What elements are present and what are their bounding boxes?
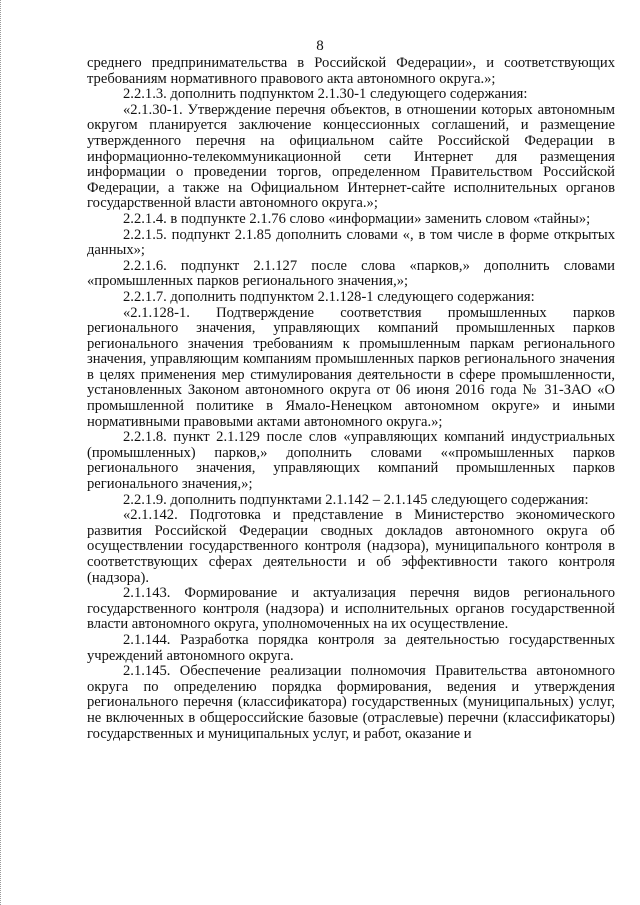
document-body [87,56,615,742]
paragraph: «2.1.128-1. Подтверждение соответствия промышленных парков регионального значения, управляющих компаний промышленных парков регионального значения требованиям к промышленным паркам регионального значения, управляющим компаниям промышленных парков регионального значения в целях применения мер стимулирования деятельности в сфере промышленности, установленных Законом автономного округа от 06 июня 2016 года № 31-ЗАО «О промышленной политике в Ямало-Ненецком автономном округе» и иными нормативными правовыми актами автономного округа.»; [87,304,615,430]
paragraph: «2.1.30-1. Утверждение перечня объектов, в отношении которых автономным округом планируется заключение концессионных соглашений, и размещение утвержденного перечня на официальном сайте Российской Федерации в информационно-телекоммуникационной сети Интернет для размещения информации о проведении торгов, определенном Правительством Российской Федерации, а также на Официальном Интернет-сайте исполнительных органов государственной власти автономного округа.»; [87,101,615,212]
paragraph: 2.1.143. Формирование и актуализация перечня видов регионального государственного контроля (надзора) и исполнительных органов государственной власти автономного округа, уполномоченных на их осуществление. [87,585,615,633]
paragraph: 2.2.1.7. дополнить подпунктом 2.1.128-1 следующего содержания: [123,288,535,305]
page-number: 8 [316,38,324,54]
paragraph: 2.1.145. Обеспечение реализации полномочия Правительства автономного округа по определению порядка формирования, ведения и утверждения регионального перечня (классификатора) государственных (муниципальных) услуг, не включенных в общероссийские базовые (отраслевые) перечни (классификаторы) государственных и муниципальных услуг, и работ, оказание и [87,663,615,742]
paragraph: 2.2.1.3. дополнить подпунктом 2.1.30-1 следующего содержания: [123,86,528,103]
paragraph: 2.2.1.5. подпункт 2.1.85 дополнить словами «, в том числе в форме открытых данных»; [87,226,615,259]
paragraph: 2.2.1.6. подпункт 2.1.127 после слова «парков,» дополнить словами «промышленных парков регионального значения,»; [87,257,615,290]
paragraph: 2.2.1.8. пункт 2.1.129 после слов «управляющих компаний индустриальных (промышленных) парков,» дополнить словами ««промышленных парков регионального значения, управляющих компаний промышленных парков регионального значения,»; [87,429,615,493]
scan-edge [0,0,3,905]
paragraph: 2.2.1.4. в подпункте 2.1.76 слово «информации» заменить словом «тайны»; [123,210,591,227]
paragraph: «2.1.142. Подготовка и представление в Министерство экономического развития Российской Федерации сводных докладов автономного округа об осуществлении государственного контроля (надзора), муниципального контроля в соответствующих сферах деятельности и об эффективности такого контроля (надзора). [87,507,615,586]
paragraph: 2.1.144. Разработка порядка контроля за деятельностью государственных учреждений автономного округа. [87,631,615,664]
paragraph: среднего предпринимательства в Российской Федерации», и соответствующих требованиям нормативного правового акта автономного округа.»; [87,55,615,87]
paragraph: 2.2.1.9. дополнить подпунктами 2.1.142 – 2.1.145 следующего содержания: [123,491,589,508]
